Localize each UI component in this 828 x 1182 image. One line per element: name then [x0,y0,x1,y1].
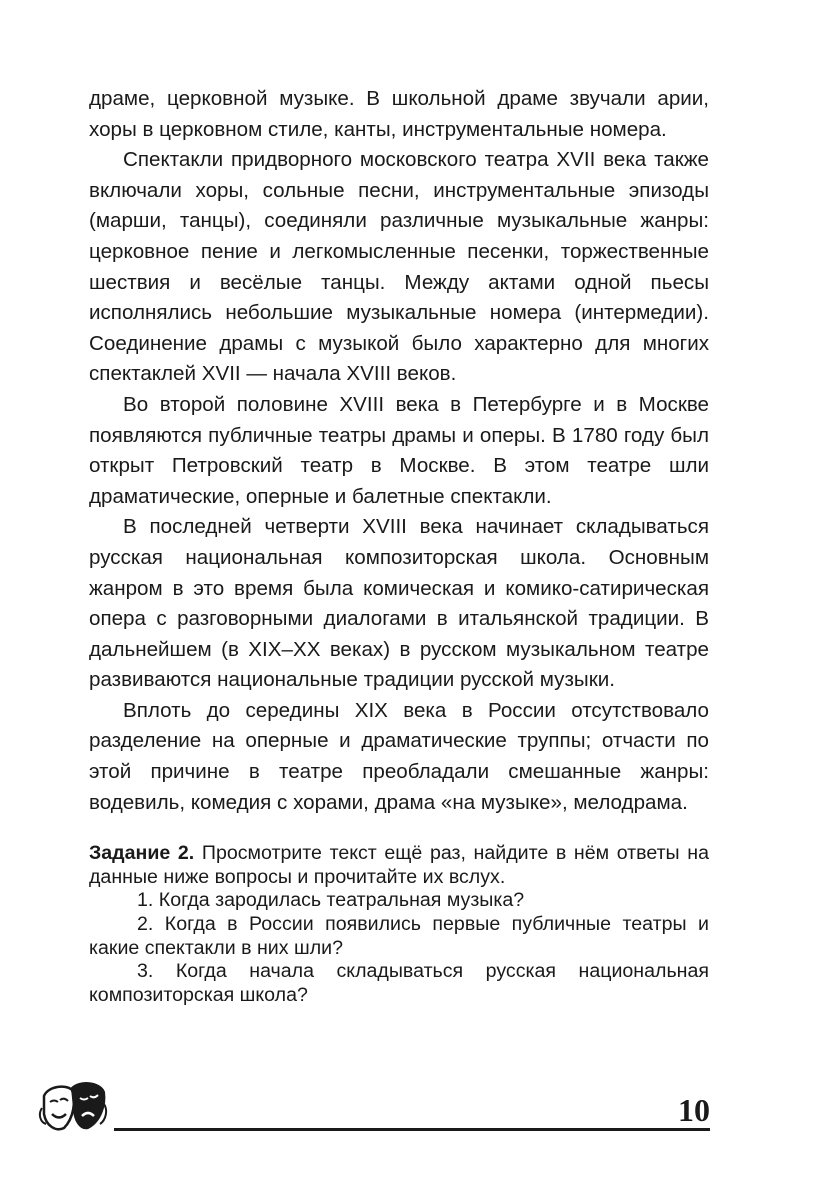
question-1: 1. Когда зародилась театральная музыка? [137,889,525,912]
task-label: Задание 2. [89,842,195,865]
footer-rule [114,1128,710,1131]
question-3: 3. Когда начала складываться русская национальная композиторская школа? [89,960,709,1006]
paragraph-4: В последней четверти XVIII века начинает складываться русская национальная композиторская школа. Основным жанром в это время была комическая и комико-сатирическая опера с разговорными диалогами в итальянской традиции. В дальнейшем (в XIX–XX веках) в русском музыкальном театре развиваются национальные традиции русской музыки. [89,515,709,692]
page-content [89,84,709,1007]
theatre-masks-icon [38,1078,108,1138]
task-instruction-text: Просмотрите текст ещё раз, найдите в нём ответы на данные ниже вопросы и прочитайте их вслух. [89,842,709,888]
task-instruction [89,842,709,889]
question-2: 2. Когда в России появились первые публичные театры и какие спектакли в них шли? [89,913,709,959]
paragraph-1: драме, церковной музыке. В школьной драме звучали арии, хоры в церковном стиле, канты, инструментальные номера. [89,87,709,141]
task-block [89,842,709,1007]
page-number: 10 [678,1092,710,1128]
paragraph-2: Спектакли придворного московского театра XVII века также включали хоры, сольные песни, инструментальные эпизоды (марши, танцы), соединяли различные музыкальные жанры: церковное пение и легкомысленные песенки, торжественные шествия и весёлые танцы. Между актами одной пьесы исполнялись небольшие музыкальные номера (интермедии). Соединение драмы с музыкой было характерно для многих спектаклей XVII — начала XVIII веков. [89,148,709,386]
paragraph-5: Вплоть до середины XIX века в России отсутствовало разделение на оперные и драматические труппы; отчасти по этой причине в театре преобладали смешанные жанры: водевиль, комедия с хорами, драма «на музыке», мелодрама. [89,698,709,814]
paragraph-3: Во второй половине XVIII века в Петербурге и в Москве появляются публичные театры драмы и оперы. В 1780 году был открыт Петровский театр в Москве. В этом театре шли драматические, оперные и балетные спектакли. [89,392,709,508]
